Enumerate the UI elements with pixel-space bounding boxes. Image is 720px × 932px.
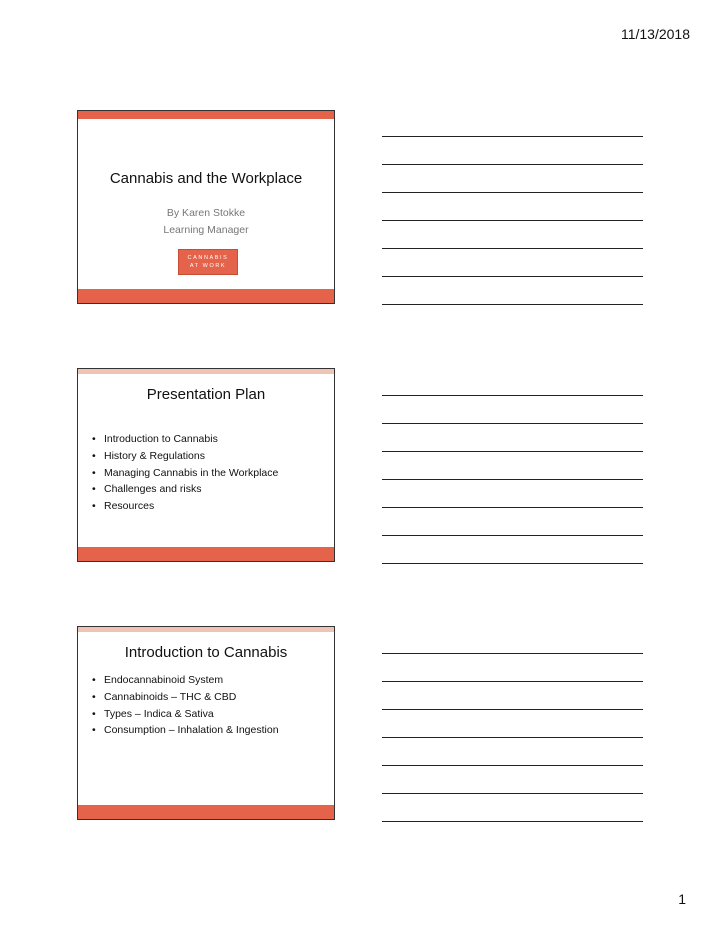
note-line — [382, 194, 643, 221]
bullet-item: • Cannabinoids – THC & CBD — [90, 689, 279, 706]
logo-line-1: CANNABIS — [187, 255, 229, 261]
slide-2 — [77, 368, 335, 562]
bullet-item: • Consumption – Inhalation & Ingestion — [90, 722, 279, 739]
notes-lines-2 — [382, 369, 643, 565]
notes-lines-1 — [382, 110, 643, 306]
slide-1-role: Learning Manager — [163, 224, 249, 236]
slide-1-title: Cannabis and the Workplace — [109, 170, 303, 187]
slide-top-band — [78, 111, 334, 119]
slide-2-bullets — [90, 431, 278, 515]
slide-1 — [77, 110, 335, 304]
note-line — [382, 627, 643, 654]
bullet-item: • Introduction to Cannabis — [90, 431, 278, 448]
page-date: 11/13/2018 — [620, 26, 690, 42]
note-line — [382, 397, 643, 424]
slide-1-author: By Karen Stokke — [166, 207, 246, 219]
note-line — [382, 369, 643, 396]
notes-lines-3 — [382, 627, 643, 823]
slide-bottom-band — [78, 547, 334, 561]
slide-3-bullets — [90, 672, 279, 739]
note-line — [382, 425, 643, 452]
slide-3-title: Introduction to Cannabis — [124, 644, 288, 661]
bullet-item: • Resources — [90, 498, 278, 515]
note-line — [382, 250, 643, 277]
slide-top-band — [78, 627, 334, 632]
bullet-item: • Endocannabinoid System — [90, 672, 279, 689]
slide-bottom-band — [78, 289, 334, 303]
note-line — [382, 278, 643, 305]
page-number: 1 — [678, 891, 686, 907]
note-line — [382, 509, 643, 536]
note-line — [382, 739, 643, 766]
logo-line-2: AT WORK — [189, 263, 227, 269]
note-line — [382, 453, 643, 480]
bullet-item: • Types – Indica & Sativa — [90, 706, 279, 723]
note-line — [382, 655, 643, 682]
note-line — [382, 481, 643, 508]
note-line — [382, 537, 643, 564]
bullet-item: • Challenges and risks — [90, 481, 278, 498]
note-line — [382, 795, 643, 822]
slide-top-band — [78, 369, 334, 374]
note-line — [382, 138, 643, 165]
note-line — [382, 711, 643, 738]
slide-3 — [77, 626, 335, 820]
note-line — [382, 166, 643, 193]
note-line — [382, 683, 643, 710]
note-line — [382, 767, 643, 794]
cannabis-at-work-logo — [178, 249, 238, 275]
slide-2-title: Presentation Plan — [146, 386, 266, 403]
note-line — [382, 222, 643, 249]
bullet-item: • History & Regulations — [90, 448, 278, 465]
note-line — [382, 110, 643, 137]
slide-bottom-band — [78, 805, 334, 819]
bullet-item: • Managing Cannabis in the Workplace — [90, 465, 278, 482]
